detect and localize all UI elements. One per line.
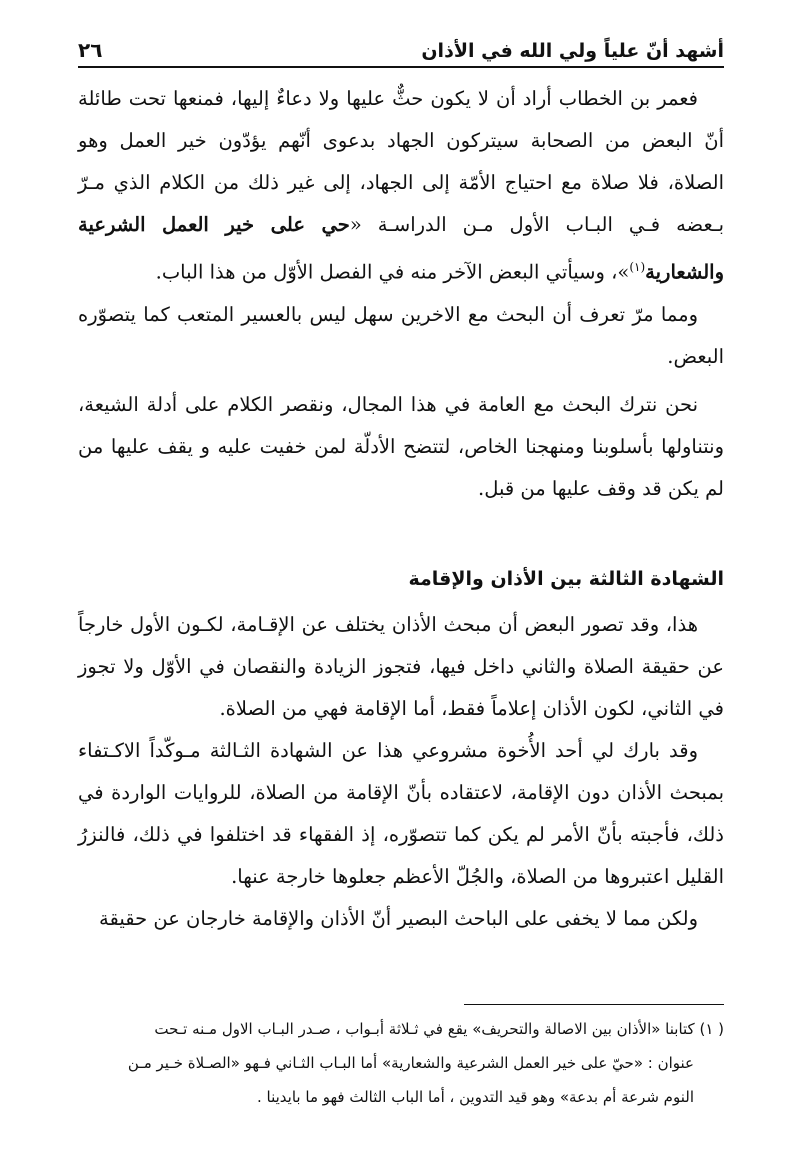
running-title: أشهد أنّ علياً ولي الله في الأذان bbox=[421, 40, 724, 62]
paragraph-1-text: فعمر بن الخطاب أراد أن لا يكون حثٌّ عليها ولا دعاءٌ إليها، فمنعها تحت طائلة أنّ البعض من الصحابة سيتركون الجهاد بدعوى أنّهم يؤدّون خير العمل وهو الصلاة، فلا صلاة مع احتياج الأمّة إلى الجهاد، إلى غير ذلك من الكلام الذي مـرّ بـعضه فـي البـاب الأول مـن الدراسـة « bbox=[78, 87, 724, 236]
page-body bbox=[78, 78, 724, 940]
paragraph-2: ومما مرّ تعرف أن البحث مع الاخرين سهل ليس بالعسير المتعب كما يتصوّره البعض. bbox=[78, 302, 724, 368]
paragraph-1 bbox=[78, 78, 724, 294]
footnote-line-1: ( ١) كتابنا «الأذان بين الاصالة والتحريف» يقع في ثـلاثة أبـواب ، صـدر البـاب الاول مـنه تـحت bbox=[154, 1020, 724, 1038]
paragraph-6: ولكن مما لا يخفى على الباحث البصير أنّ الأذان والإقامة خارجان عن حقيقة bbox=[99, 906, 698, 930]
paragraph-4: هذا، وقد تصور البعض أن مبحث الأذان يختلف عن الإقـامة، لكـون الأول خارجاً عن حقيقة الصلاة والثاني داخل فيها، فتجوز الزيادة والنقصان في الأوّل ولا تجوز في الثاني، لكون الأذان إعلاماً فقط، أما الإقامة فهي من الصلاة. bbox=[78, 612, 724, 720]
footnote-line-3: النوم شرعة أم بدعة» وهو قيد التدوين ، أما الباب الثالث فهو ما بايدينا . bbox=[257, 1088, 694, 1106]
footnote bbox=[78, 1012, 724, 1114]
paragraph-3: نحن نترك البحث مع العامة في هذا المجال، ونقصر الكلام على أدلة الشيعة، ونتناولها بأسلوبنا ومنهجنا الخاص، لتتضح الأدلّة لمن خفيت عليه و يقف عليها من لم يكن قد وقف عليها من قبل. bbox=[78, 392, 724, 500]
page-number: ٢٦ bbox=[78, 38, 103, 62]
page-header bbox=[78, 28, 724, 68]
section-heading: الشهادة الثالثة بين الأذان والإقامة bbox=[408, 567, 724, 590]
footnote-line-2: عنوان : «حيّ على خير العمل الشرعية والشعارية» أما البـاب الثـاني فـهو «الصـلاة خـير مـن bbox=[127, 1054, 694, 1072]
paragraph-5: وقد بارك لي أحد الأُخوة مشروعي هذا عن الشهادة الثـالثة مـوكّداً الاكـتفاء بمبحث الأذان دون الإقامة، لاعتقاده بأنّ الإقامة من الصلاة، للروايات الواردة في ذلك، فأجبته بأنّ الأمر لم يكن كما تتصوّره، إذ الفقهاء قد اختلفوا في ذلك، فالنزرُ القليل اعتبروها من الصلاة، والجُلّ الأعظم جعلوها خارجة عنها. bbox=[78, 738, 724, 888]
paragraph-1-end: »، وسيأتي البعض الآخر منه في الفصل الأوّل من هذا الباب. bbox=[155, 260, 630, 284]
footnote-marker: (١) bbox=[629, 260, 646, 274]
footnote-separator bbox=[464, 1004, 724, 1005]
book-title-ref: حي على خير العمل الشرعية والشعارية bbox=[78, 213, 724, 284]
